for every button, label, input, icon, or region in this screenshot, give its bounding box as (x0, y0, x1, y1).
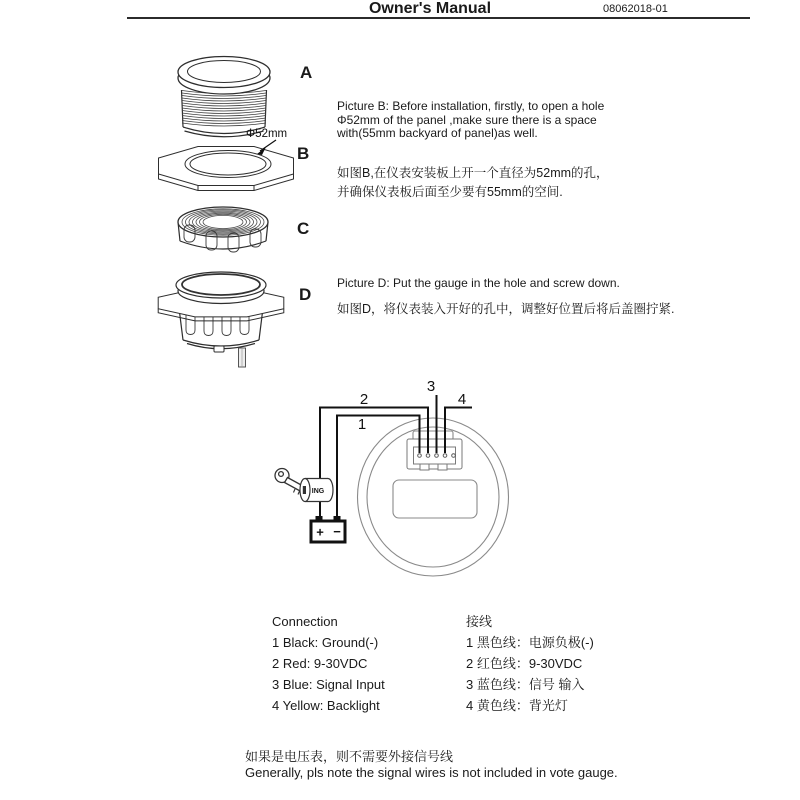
legend-item: 2 Red: 9-30VDC (272, 656, 368, 671)
wire-label-4: 4 (457, 391, 467, 408)
battery-icon (311, 516, 345, 542)
legend-item: 4 Yellow: Backlight (272, 698, 380, 713)
battery-plus-label: + (316, 524, 324, 540)
part-label-a: A (300, 63, 313, 82)
picture-b-instructions-zh (337, 164, 609, 202)
instruction-line: Picture B: Before installation, firstly, to open a hole (337, 99, 605, 113)
part-label-b: B (297, 144, 310, 163)
figure-part-c-nut (178, 207, 268, 252)
figure-part-d-assembled (158, 272, 284, 367)
footer-note-en: Generally, pls note the signal wires is not included in vote gauge. (245, 765, 618, 780)
legend-item: 4 黄色线：背光灯 (466, 698, 568, 713)
wiring-diagram (250, 372, 560, 610)
legend-item: 1 Black: Ground(-) (272, 635, 379, 650)
figure-part-b-panel (159, 147, 294, 191)
gauge-label-plate (393, 480, 477, 518)
legend-title-zh: 接线 (466, 614, 493, 629)
exploded-parts-figure (140, 40, 305, 375)
header-rule (127, 17, 750, 19)
legend-title-en: Connection (272, 614, 338, 629)
picture-d-instruction-zh: 如图D，将仪表装入开好的孔中，调整好位置后将后盖圈拧紧. (337, 302, 675, 316)
page-title: Owner's Manual (368, 0, 492, 17)
wire-label-3: 3 (426, 378, 436, 395)
legend-item: 2 红色线：9-30VDC (466, 656, 583, 671)
battery-minus-label: − (333, 524, 341, 539)
wire-label-2: 2 (359, 391, 369, 408)
instruction-line: with(55mm backyard of panel)as well. (337, 126, 538, 140)
doc-number: 08062018-01 (603, 3, 668, 15)
legend-item: 1 黑色线：电源负极(-) (466, 635, 594, 650)
instruction-line: 如图B,在仪表安装板上开一个直径为52mm的孔， (337, 166, 609, 180)
legend-item: 3 Blue: Signal Input (272, 677, 385, 692)
wire-label-1: 1 (357, 416, 367, 433)
legend-item: 3 蓝色线：信号 输入 (466, 677, 585, 692)
dimension-label: Φ52mm (246, 128, 288, 140)
figure-part-a-gauge-body (178, 57, 270, 137)
instruction-line: 并确保仪表板后面至少要有55mm的空间. (337, 185, 563, 199)
picture-b-instructions-en (337, 100, 604, 141)
picture-d-instruction-en: Picture D: Put the gauge in the hole and screw down. (337, 276, 620, 290)
connection-legend-zh (466, 611, 594, 716)
ignition-switch-icon (300, 479, 333, 502)
footer-note-zh: 如果是电压表，则不需要外接信号线 (245, 749, 454, 764)
gauge-connector (407, 439, 462, 470)
connection-legend-en (272, 611, 385, 716)
instruction-line: Φ52mm of the panel ,make sure there is a space (337, 112, 597, 127)
ignition-switch-label: ING (311, 488, 325, 495)
part-label-d: D (299, 285, 312, 304)
part-label-c: C (297, 219, 310, 238)
